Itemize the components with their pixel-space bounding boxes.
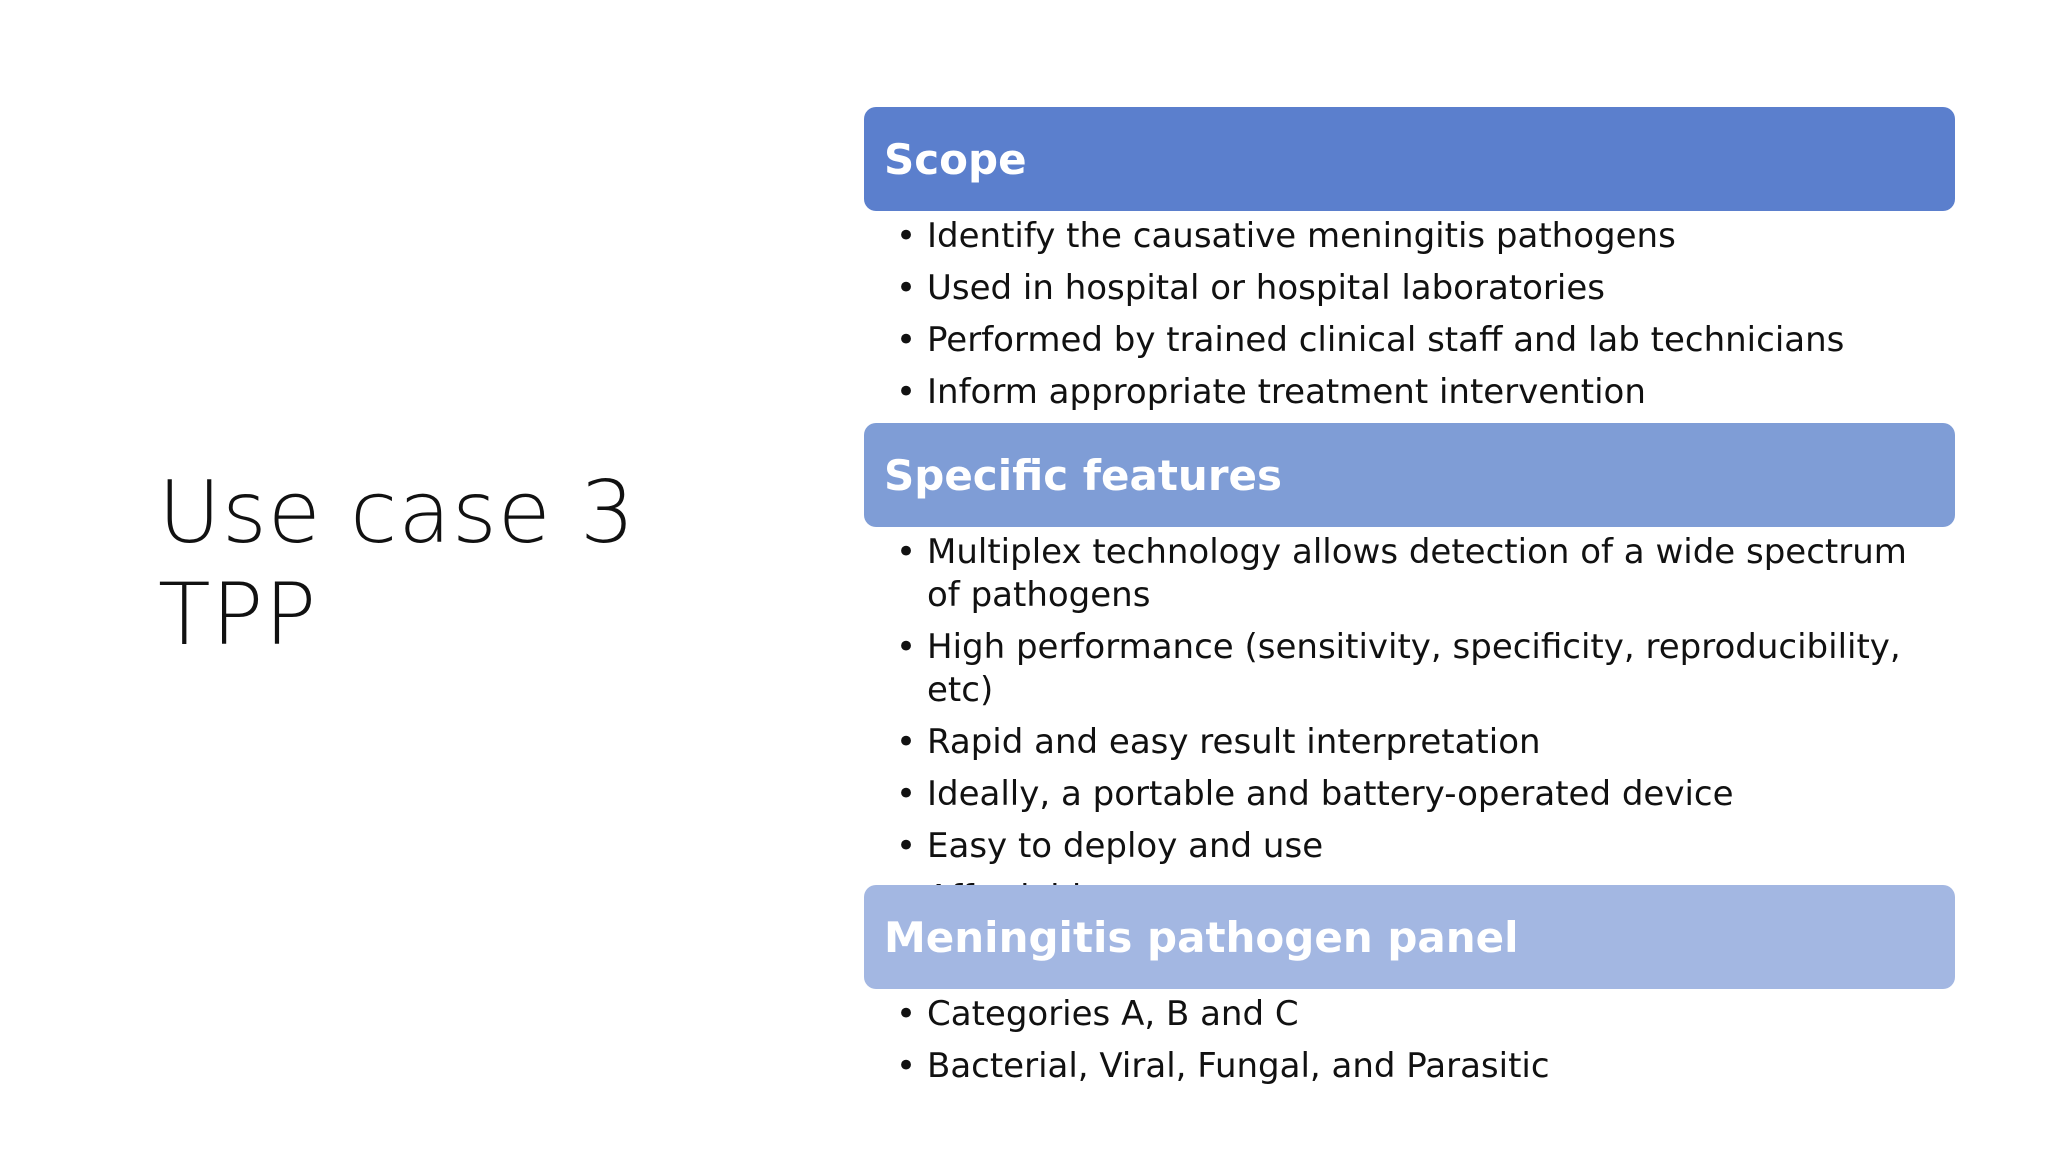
section-header-pathogen-panel: Meningitis pathogen panel xyxy=(864,885,1955,989)
slide-title-line-1: Use case 3 xyxy=(158,463,636,563)
list-item: • Ideally, a portable and battery-operated device xyxy=(896,773,1936,816)
list-item: • Easy to deploy and use xyxy=(896,825,1936,868)
list-item: • Identify the causative meningitis pathogens xyxy=(896,215,1936,258)
list-item: • High performance (sensitivity, specificity, reproducibility, etc) xyxy=(896,626,1936,712)
section-header-specific-features: Specific features xyxy=(864,423,1955,527)
section-header-scope: Scope xyxy=(864,107,1955,211)
list-item: • Rapid and easy result interpretation xyxy=(896,721,1936,764)
slide-title-line-2: TPP xyxy=(158,565,318,665)
list-item: • Used in hospital or hospital laboratories xyxy=(896,267,1936,310)
list-item: • Categories A, B and C xyxy=(896,993,1936,1036)
specific-features-list xyxy=(896,531,1936,929)
scope-list xyxy=(896,215,1936,423)
list-item: • Bacterial, Viral, Fungal, and Parasitic xyxy=(896,1045,1936,1088)
slide-title xyxy=(158,462,798,666)
list-item: • Inform appropriate treatment intervention xyxy=(896,371,1936,414)
list-item: • Multiplex technology allows detection of a wide spectrum of pathogens xyxy=(896,531,1936,617)
list-item: • Performed by trained clinical staff and lab technicians xyxy=(896,319,1936,362)
pathogen-panel-list xyxy=(896,993,1936,1097)
